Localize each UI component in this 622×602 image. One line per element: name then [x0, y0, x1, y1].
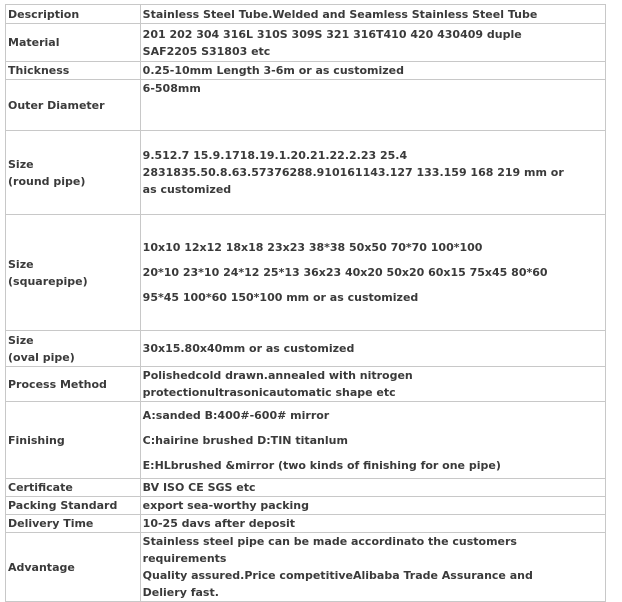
row-value: 6-508mm	[140, 80, 605, 131]
row-value: 10-25 davs after deposit	[140, 515, 605, 533]
table-row	[6, 402, 606, 479]
row-value: export sea-worthy packing	[140, 497, 605, 515]
row-label: Outer Diameter	[6, 80, 141, 131]
row-value: Stainless steel pipe can be made accordinato the customers requirements Quality assured.Price competitiveAlibaba Trade Assurance and Deliery fast.	[140, 533, 605, 602]
table-row	[6, 497, 606, 515]
table-row	[6, 80, 606, 131]
row-value: BV ISO CE SGS etc	[140, 479, 605, 497]
row-value: 10x10 12x12 18x18 23x23 38*38 50x50 70*70 100*100 20*10 23*10 24*12 25*13 36x23 40x20 50x20 60x15 75x45 80*60 95*45 100*60 150*100 mm or as customized	[140, 215, 605, 331]
row-value: 9.512.7 15.9.1718.19.1.20.21.22.2.23 25.4 2831835.50.8.63.57376288.910161143.127 133.159 168 219 mm or as customized	[140, 131, 605, 215]
table-row	[6, 5, 606, 24]
table-row	[6, 131, 606, 215]
row-label: Description	[6, 5, 141, 24]
table-row	[6, 367, 606, 402]
table-row	[6, 479, 606, 497]
row-value: A:sanded B:400#-600# mirror C:hairine brushed D:TIN titanlum E:HLbrushed &mirror (two kinds of finishing for one pipe)	[140, 402, 605, 479]
table-row	[6, 215, 606, 331]
table-row	[6, 515, 606, 533]
row-label: Size (round pipe)	[6, 131, 141, 215]
row-label: Process Method	[6, 367, 141, 402]
row-value: Stainless Steel Tube.Welded and Seamless Stainless Steel Tube	[140, 5, 605, 24]
row-value: 201 202 304 316L 310S 309S 321 316T410 420 430409 duple SAF2205 S31803 etc	[140, 24, 605, 62]
row-label: Finishing	[6, 402, 141, 479]
row-value: 30x15.80x40mm or as customized	[140, 331, 605, 367]
row-label: Material	[6, 24, 141, 62]
row-label: Size (oval pipe)	[6, 331, 141, 367]
specification-table	[5, 4, 606, 602]
row-value: 0.25-10mm Length 3-6m or as customized	[140, 62, 605, 80]
row-label: Delivery Time	[6, 515, 141, 533]
row-label: Packing Standard	[6, 497, 141, 515]
row-label: Advantage	[6, 533, 141, 602]
table-row	[6, 62, 606, 80]
table-row	[6, 24, 606, 62]
table-row	[6, 331, 606, 367]
row-label: Certificate	[6, 479, 141, 497]
table-row	[6, 533, 606, 602]
row-label: Size (squarepipe)	[6, 215, 141, 331]
row-value: Polishedcold drawn.annealed with nitrogen protectionultrasonicautomatic shape etc	[140, 367, 605, 402]
row-label: Thickness	[6, 62, 141, 80]
